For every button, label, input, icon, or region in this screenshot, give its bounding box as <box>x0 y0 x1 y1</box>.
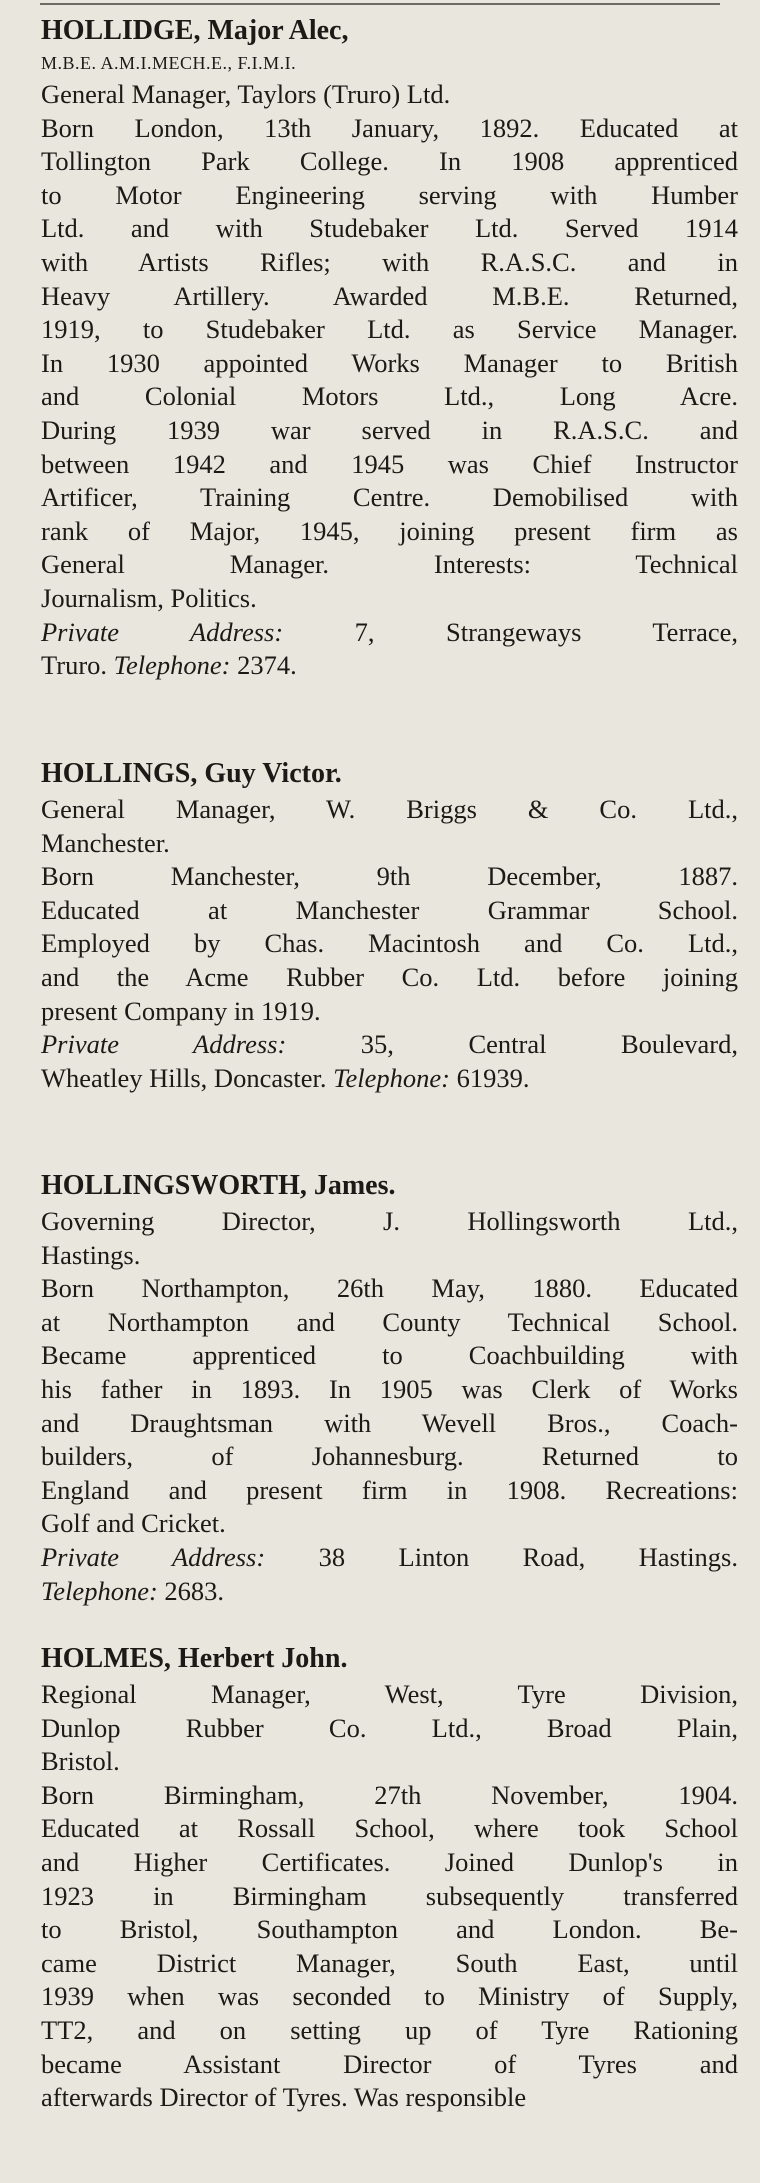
forenames: James. <box>313 1170 396 1201</box>
field-value: 7, Strangeways Terrace, <box>283 616 739 647</box>
address-line <box>41 616 738 650</box>
biography-line: and Draughtsman with Wevell Bros., Coach- <box>41 1407 738 1438</box>
biography-line: Artificer, Training Centre. Demobilised with <box>41 482 738 513</box>
biography-line: his father in 1893. In 1905 was Clerk of Works <box>41 1373 738 1404</box>
address-line <box>41 1541 738 1575</box>
field-label: Telephone: <box>333 1062 450 1093</box>
occupation-line: Hastings. <box>41 1239 141 1270</box>
field-label: Telephone: <box>113 650 231 681</box>
occupation-line: Regional Manager, West, Tyre Division, <box>41 1679 738 1709</box>
occupation-line: Governing Director, J. Hollingsworth Ltd., <box>41 1206 738 1236</box>
field-value: Wheatley Hills, Doncaster. <box>41 1062 334 1093</box>
occupation-line: Dunlop Rubber Co. Ltd., Broad Plain, <box>41 1712 738 1743</box>
biography-line: came District Manager, South East, until <box>41 1947 738 1978</box>
surname: HOLLINGSWORTH, <box>41 1170 307 1201</box>
occupation-line: Manchester. <box>41 827 170 858</box>
biography-line: 1923 in Birmingham subsequently transferred <box>41 1880 738 1911</box>
biography-line: Born Birmingham, 27th November, 1904. <box>41 1779 738 1810</box>
biography-line: Ltd. and with Studebaker Ltd. Served 1914 <box>41 213 738 244</box>
field-value: 38 Linton Road, Hastings. <box>265 1541 738 1572</box>
biography-line: became Assistant Director of Tyres and <box>41 2048 738 2079</box>
field-value: 2374. <box>230 650 297 681</box>
field-label: Telephone: <box>41 1575 158 1606</box>
biography-line: to Motor Engineering serving with Humber <box>41 179 738 210</box>
biography-line: General Manager. Interests: Technical <box>41 549 738 580</box>
biography-line: England and present firm in 1908. Recreations: <box>41 1474 738 1505</box>
field-value: 61939. <box>449 1062 530 1093</box>
biography-line: During 1939 war served in R.A.S.C. and <box>41 414 738 445</box>
forenames: Major Alec, <box>207 15 349 46</box>
biography-line: Employed by Chas. Macintosh and Co. Ltd., <box>41 928 738 959</box>
biography-line: to Bristol, Southampton and London. Be- <box>41 1914 738 1945</box>
entry-heading <box>41 1169 738 1203</box>
biography-line: In 1930 appointed Works Manager to British <box>41 347 738 378</box>
biography-line: Became apprenticed to Coachbuilding with <box>41 1340 738 1371</box>
biography-line: and the Acme Rubber Co. Ltd. before joining <box>41 961 738 992</box>
biography-line: at Northampton and County Technical School. <box>41 1306 738 1337</box>
entry-heading <box>41 757 738 791</box>
biography-line: Journalism, Politics. <box>41 582 257 613</box>
field-value: 2683. <box>157 1575 225 1606</box>
biography-line: afterwards Director of Tyres. Was responsible <box>41 2082 527 2113</box>
biography-line: and Colonial Motors Ltd., Long Acre. <box>41 381 738 412</box>
biography-line: Golf and Cricket. <box>41 1508 226 1539</box>
biography-line: present Company in 1919. <box>41 995 321 1026</box>
biography-line: Heavy Artillery. Awarded M.B.E. Returned, <box>41 280 738 311</box>
biography-line: rank of Major, 1945, joining present firm as <box>41 515 738 546</box>
entry-hollings <box>41 757 738 1095</box>
top-rule <box>40 3 720 5</box>
entry-heading <box>41 1642 738 1676</box>
field-value: Truro. <box>41 650 114 681</box>
surname: HOLLIDGE, <box>41 15 201 46</box>
biography-line: Educated at Rossall School, where took School <box>41 1813 738 1844</box>
field-value: 35, Central Boulevard, <box>286 1029 738 1060</box>
forenames: Herbert John. <box>177 1643 348 1674</box>
biography-line: Educated at Manchester Grammar School. <box>41 894 738 925</box>
occupation-line: General Manager, W. Briggs & Co. Ltd., <box>41 794 738 824</box>
address-line <box>41 1028 738 1062</box>
biography-line: builders, of Johannesburg. Returned to <box>41 1441 738 1472</box>
field-label: Private Address: <box>41 1541 266 1572</box>
surname: HOLMES, <box>41 1643 171 1674</box>
biography-line: 1919, to Studebaker Ltd. as Service Manager. <box>41 314 738 345</box>
entry-hollidge <box>41 14 738 683</box>
biography-line: Born Manchester, 9th December, 1887. <box>41 861 738 892</box>
field-label: Private Address: <box>41 1029 287 1060</box>
biography-line: 1939 when was seconded to Ministry of Supply, <box>41 1981 738 2012</box>
occupation-line: Bristol. <box>41 1746 120 1777</box>
biography-line: TT2, and on setting up of Tyre Rationing <box>41 2014 738 2045</box>
surname: HOLLINGS, <box>41 758 198 789</box>
entry-heading <box>41 14 738 48</box>
entry-hollingsworth <box>41 1169 738 1608</box>
forenames: Guy Victor. <box>204 758 342 789</box>
address-line <box>41 649 738 683</box>
biography-line: Born Northampton, 26th May, 1880. Educated <box>41 1273 738 1304</box>
qualifications: M.B.E. A.M.I.MECH.E., F.I.M.I. <box>41 53 297 73</box>
biography-line: and Higher Certificates. Joined Dunlop's in <box>41 1846 738 1877</box>
biography-line: Born London, 13th January, 1892. Educated at <box>41 112 738 143</box>
occupation-line: General Manager, Taylors (Truro) Ltd. <box>41 79 451 109</box>
biography-line: Tollington Park College. In 1908 apprenticed <box>41 146 738 177</box>
biography-line: with Artists Rifles; with R.A.S.C. and in <box>41 246 738 277</box>
field-label: Private Address: <box>41 616 284 647</box>
entry-holmes <box>41 1642 738 2115</box>
address-line <box>41 1575 738 1609</box>
address-line <box>41 1062 738 1096</box>
biography-line: between 1942 and 1945 was Chief Instructor <box>41 448 738 479</box>
